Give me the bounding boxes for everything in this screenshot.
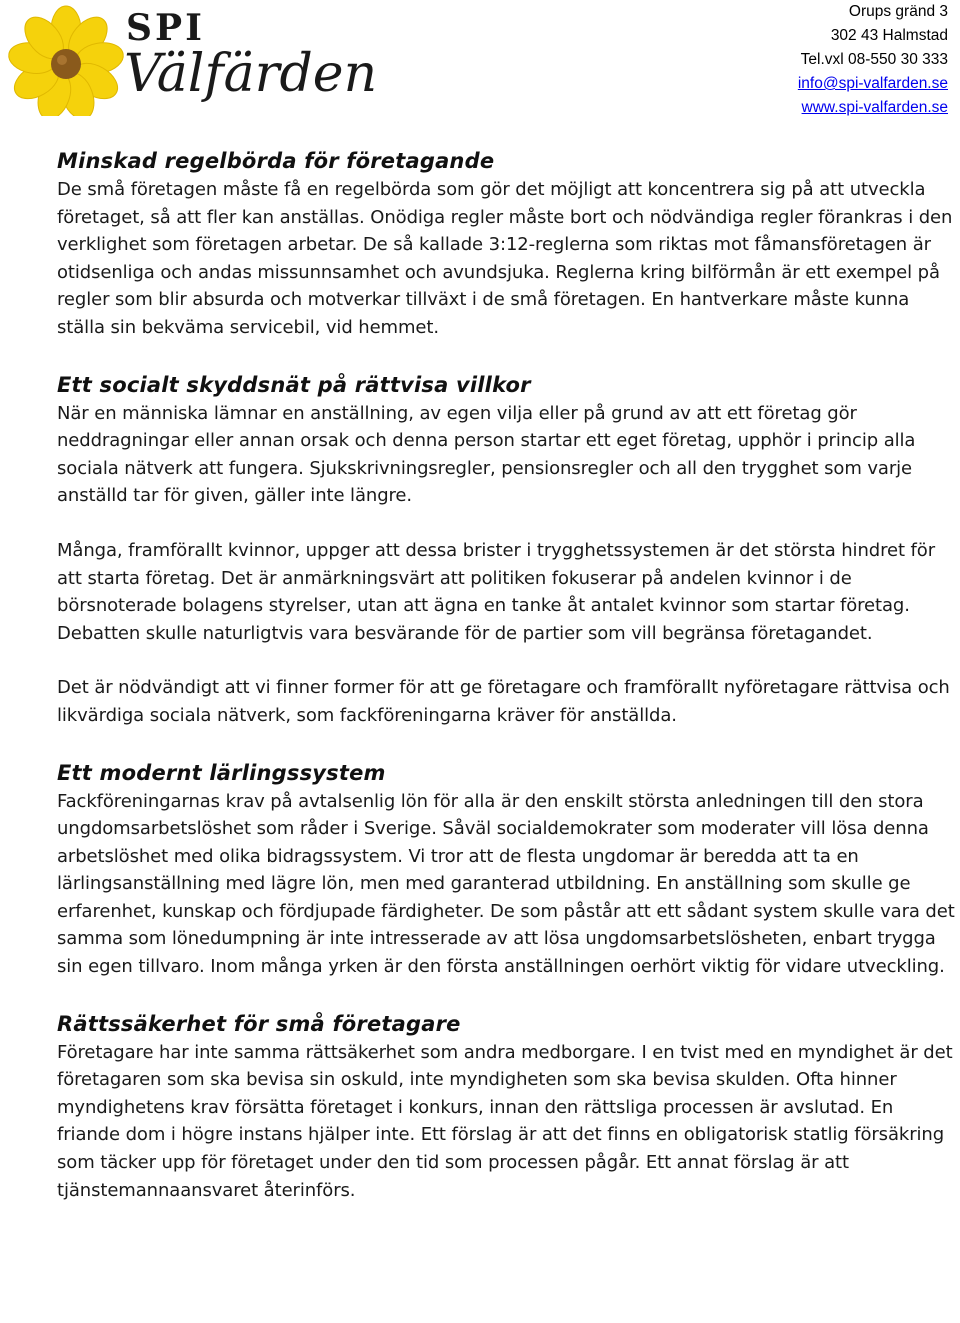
section-heading: Ett socialt skyddsnät på rättvisa villkor	[57, 372, 531, 397]
paragraph: Fackföreningarnas krav på avtalsenlig lön för alla är den enskilt största anledningen till den stora ungdomsarbetslöshet som råder i Sverige. Såväl socialdemokrater som moderater vill lösa denna arbetslöshet med olika bidragssystem. Vi tror att de flesta ungdomar är beredda att ta en lärlingsanställning med lägre lön, men med garanterad utbildning. En anställning som skulle ge erfarenhet, kunskap och fördjupade färdigheter. De som påstår att ett sådant system skulle vara det samma som lönedumpning är inte intresserade av att lösa ungdomsarbetslösheten, enbart trygga sin egen tillvaro. Inom många yrken är den första anställningen oerhört viktig för vidare utveckling.	[57, 790, 955, 978]
paragraph: Många, framförallt kvinnor, uppger att dessa brister i trygghetssystemen är det största hindret för att starta företag. Det är anmärkningsvärt att politiken fokuserar på andelen kvinnor i de börsnoterade bolagens styrelser, utan att ägna en tanke åt antalet kvinnor som startar företag. Debatten skulle naturligtvis vara besvärande för de partier som vill begränsa företagandet.	[57, 539, 935, 644]
contact-email-link[interactable]: info@spi-valfarden.se	[797, 75, 948, 92]
logo	[6, 4, 406, 116]
contact-phone: Tel.vxl 08-550 30 333	[800, 51, 948, 68]
contact-web-link[interactable]: www.spi-valfarden.se	[801, 99, 948, 116]
document-body	[57, 146, 957, 1204]
section-rattssakerhet	[57, 1009, 957, 1205]
contact-city: 302 43 Halmstad	[830, 27, 948, 44]
paragraph: Det är nödvändigt att vi finner former för att ge företagare och framförallt nyföretagare rättvisa och likvärdiga sociala nätverk, som fackföreningarna kräver för anställda.	[57, 677, 950, 726]
section-heading: Rättssäkerhet för små företagare	[57, 1011, 461, 1036]
section-skyddsnat	[57, 370, 957, 730]
logo-name: Välfärden	[124, 44, 378, 104]
section-regelborda	[57, 146, 957, 342]
contact-street: Orups gränd 3	[848, 3, 948, 20]
contact-info	[798, 0, 948, 120]
section-heading: Ett modernt lärlingssystem	[57, 760, 386, 785]
section-heading: Minskad regelbörda för företagande	[57, 149, 495, 173]
paragraph: De små företagen måste få en regelbörda som gör det möjligt att koncentrera sig på att utveckla företaget, så att fler kan anställas. Onödiga regler måste bort och nödvändiga regler förankras i den verklighet som företagen arbetar. De så kallade 3:12-reglerna som riktas mot fåmansföretagen är otidsenliga och andas missunnsamhet och avundsjuka. Reglerna kring bilförmån är ett exempel på regler som blir absurda och motverkar tillväxt i de små företagen. En hantverkare måste kunna ställa sin bekväma servicebil, vid hemmet.	[57, 179, 953, 338]
paragraph: Företagare har inte samma rättsäkerhet som andra medborgare. I en tvist med en myndighet är det företagaren som ska bevisa sin oskuld, inte myndigheten som ska bevisa skulden. Ofta hinner myndighetens krav försätta företaget i konkurs, innan den rättsliga processen är avslutad. En friande dom i högre instans hjälper inte. Ett förslag är att det finns en obligatorisk statlig försäkring som täcker upp för företaget under den tid som processen pågår. Ett annat förslag är att tjänstemannaansvaret återinförs.	[57, 1041, 953, 1201]
paragraph: När en människa lämnar en anställning, av egen vilja eller på grund av att ett företag gör neddragningar eller annan orsak och denna person startar ett eget företag, upphör i princip alla sociala nätverk att fungera. Sjukskrivningsregler, pensionsregler och all den trygghet som varje anställd tar för given, gäller inte längre.	[57, 402, 916, 507]
section-larlingssystem	[57, 758, 957, 981]
logo-brand: SPI	[126, 7, 205, 49]
